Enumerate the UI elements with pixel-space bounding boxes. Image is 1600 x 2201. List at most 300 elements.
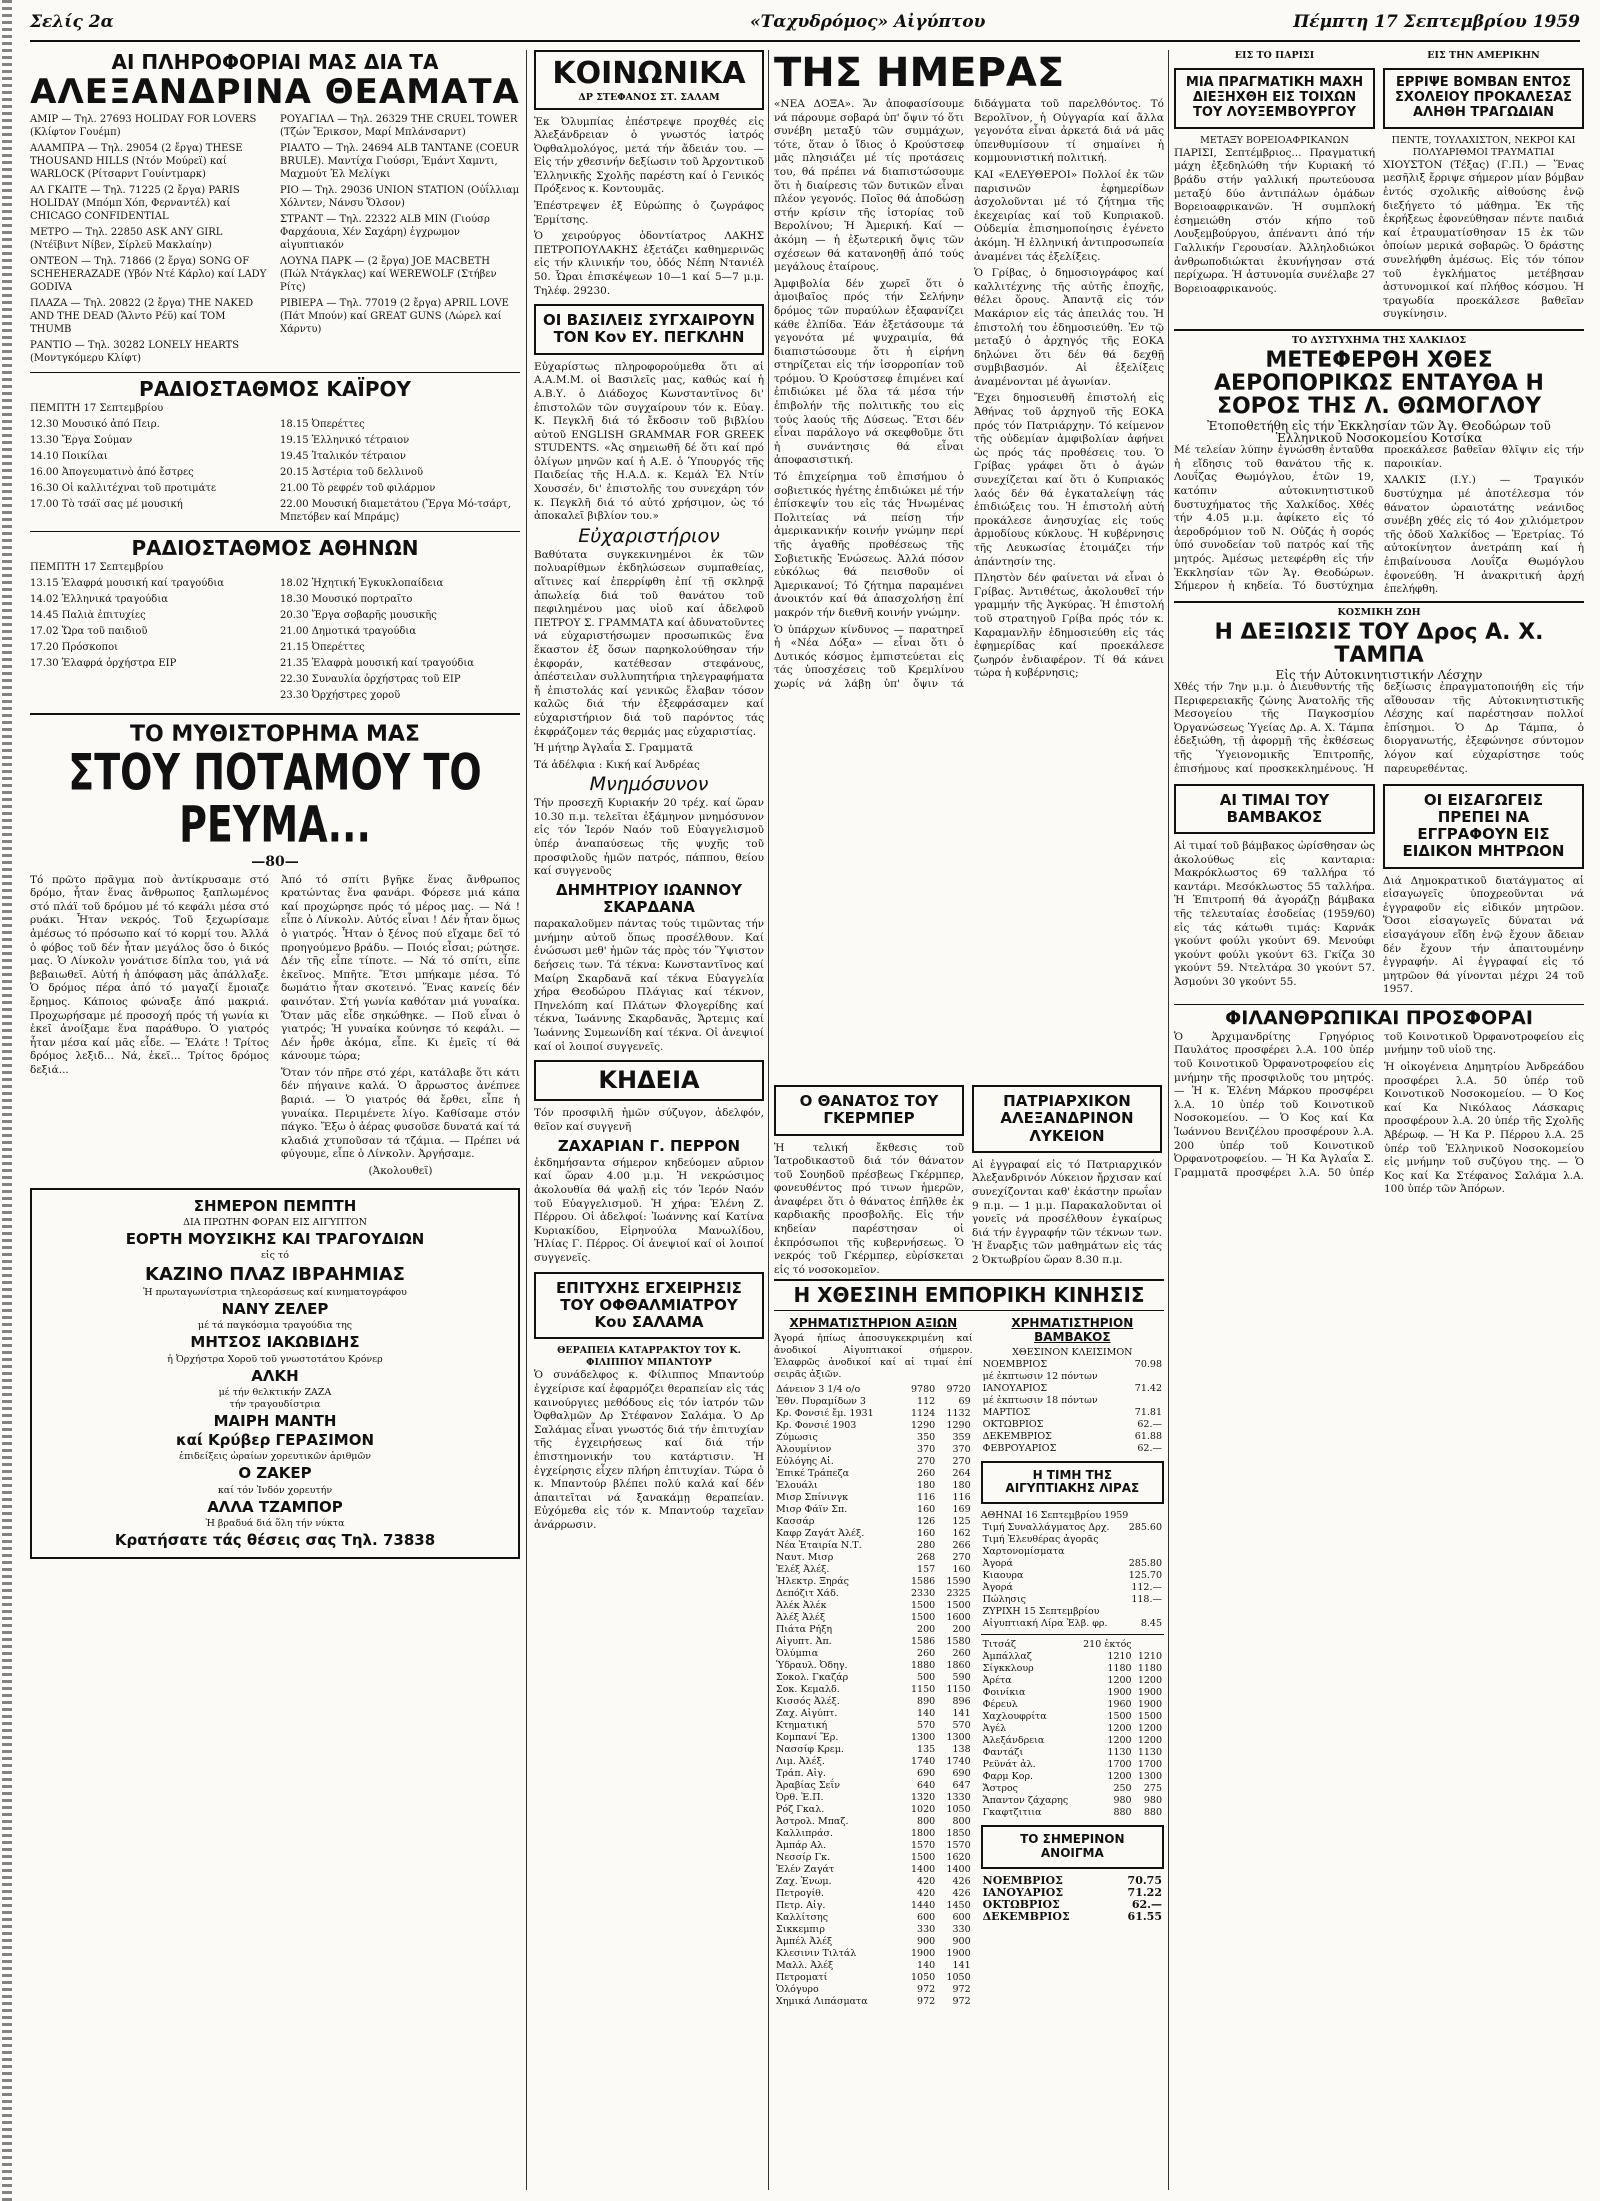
column-4 xyxy=(1174,50,1584,2190)
radio-program: 17.00 Τὸ τσάϊ σας μέ μουσική xyxy=(30,498,183,510)
row-value: 260 xyxy=(917,1467,936,1479)
row-value: 1200 xyxy=(1137,1675,1162,1687)
row-value: 800 xyxy=(917,1815,936,1827)
cinemas-heading-1: ΑΙ ΠΛΗΡΟΦΟΡΙΑΙ ΜΑΣ ΔΙΑ ΤΑ xyxy=(111,50,439,74)
row-label: Κομπανί Ἔρ. xyxy=(776,1731,839,1743)
market-row xyxy=(981,1675,1164,1687)
row-value: 71.81 xyxy=(1134,1406,1162,1418)
row-value: 570 xyxy=(917,1719,936,1731)
row-value: 62.— xyxy=(1131,1897,1162,1911)
stock-row xyxy=(774,1516,973,1528)
row-value: 9780 xyxy=(911,1383,936,1395)
row-value: 157 xyxy=(917,1563,936,1575)
row-label: Ζαχ. Ἑνωμ. xyxy=(776,1875,832,1887)
stock-row xyxy=(774,1432,973,1444)
row-value: 1124 xyxy=(911,1407,936,1419)
radio-cairo-title: ΡΑΔΙΟΣΤΑΘΜΟΣ ΚΑΪΡΟΥ xyxy=(139,376,411,401)
article-paragraph: ΧΙΟΥΣΤΟΝ (Τέξας) (Γ.Π.) — Ἕνας μεσῆλιξ ἔρριψε σήμερον μίαν βόμβαν ἐντός σχολικῆς αἰθούσης ἐνῷ διεξήγετο τό μάθημα. Ἐκ τῆς ἐκρήξεως ἐφονεύθησαν πέντε παιδιά καί ἐτραυματίσθησαν 15 ἐκ τῶν ὁποίων μερικά σοβαρῶς. Ὁ δράστης συνελήφθη ἀμέσως. Εἰς τόν τόπον τοῦ ἐγκλήματος μετέβησαν ἀστυνομικοί καί πλήθος κόσμου. Ἡ τραγωδία προεκάλεσε βαθεῖαν συγκίνησιν. xyxy=(1383,158,1584,321)
ad-line: Ο ΖΑΚΕΡ xyxy=(238,1464,312,1483)
row-value: 1200 xyxy=(1137,1735,1162,1747)
row-label: Φέρευλ xyxy=(982,1699,1018,1711)
radio-cairo-schedule xyxy=(30,418,520,527)
ad-line: ΑΛΛΑ ΤΖΑΜΠΟΡ xyxy=(207,1497,343,1516)
stock-row xyxy=(774,1648,973,1660)
commerce-section xyxy=(774,1275,1164,2185)
row-label: Πετροματί xyxy=(776,1971,828,1983)
market-row xyxy=(981,1663,1164,1675)
row-value: 647 xyxy=(952,1779,971,1791)
row-value: 896 xyxy=(952,1695,971,1707)
opening-row xyxy=(981,1899,1164,1911)
row-value: 420 xyxy=(917,1887,936,1899)
stock-row xyxy=(774,1660,973,1672)
ad-line: ΔΙΑ ΠΡΩΤΗΝ ΦΟΡΑΝ ΕΙΣ ΑΙΓΥΠΤΟΝ xyxy=(183,1216,367,1228)
row-value: 260 xyxy=(952,1647,971,1659)
issue-date: Πέμπτη 17 Σεπτεμβρίου 1959 xyxy=(1293,12,1580,32)
row-value: 350 xyxy=(917,1431,936,1443)
cotton-table xyxy=(981,1359,1164,1455)
article-headline: ΑΙ ΤΙΜΑΙ ΤΟΥ ΒΑΜΒΑΚΟΣ xyxy=(1219,790,1330,826)
row-value: 1586 xyxy=(911,1635,936,1647)
memorial-paragraph: Τήν προσεχῆ Κυριακήν 20 τρέχ. καί ὥραν 10.30 π.μ. τελεῖται ἐξάμηνον μνημόσυνον εἰς τόν Ἱερόν Ναόν τοῦ Εὐαγγελισμοῦ ὑπέρ ἀναπαύσεως τῆς ψυχῆς τοῦ προσφιλοῦς ἡμῶν πατρός, πάππου, θείου καί συγγενοῦς xyxy=(534,797,764,878)
radio-program: 22.30 Συναυλία ὀρχήστρας τοῦ ΕΙΡ xyxy=(280,673,461,685)
column-1 xyxy=(30,50,520,2190)
row-label: Κρ. Φονσιέ 1903 xyxy=(776,1419,857,1431)
comment-paragraph: Ἀμφιβολία δέν χωρεῖ ὅτι ὁ ἀμοιβαῖος πρός τήν Σελήνην δρόμος τῶν πυραύλων ἐξαφανίζει κάθε ἐλπίδα. Ἐάν ἐξετάσουμε τά γεγονότα μέ ψυχραιμία, θά διαπιστώσουμε ὅτι ἡ εἰρήνη στηρίζεται εἰς τήν ἰσορροπίαν τοῦ τρόμου. Ὁ Κρούστσεφ ἐπιμένει καί ἐπιδιώκει μέ ὅλα τά μέσα τήν ἐπιβολήν τῆς πολιτικῆς του εἰς τούς λαούς τῆς Δύσεως. Ἔτσι δέν εἶναι παράλογο νά σκεφθοῦμε ὅτι ἡ συνάντησις θά εἶναι ἀποφασιστική. xyxy=(774,277,964,467)
row-label: Πώλησις xyxy=(982,1594,1026,1606)
row-label: Ἀλέξ Ἀλέξ xyxy=(776,1611,826,1623)
stock-row xyxy=(774,1456,973,1468)
stock-row xyxy=(774,1408,973,1420)
row-value: 61.88 xyxy=(1134,1430,1162,1442)
radio-athens-schedule xyxy=(30,577,520,705)
radio-program: 22.00 Μουσική διαμετάτου (Ἔργα Μό-τσάρτ, Μπετόβεν καί Μπράμς) xyxy=(280,498,511,523)
casino-advertisement xyxy=(30,1188,520,1560)
cotton-exchange-sub: ΧΘΕΣΙΝΟΝ ΚΛΕΙΣΙΜΟΝ xyxy=(1012,1346,1133,1358)
stock-row xyxy=(774,1504,973,1516)
radio-program: 14.10 Ποικίλαι xyxy=(30,450,108,462)
row-label: Νέα Ἐταιρία Ν.Τ. xyxy=(776,1539,862,1551)
row-value: 1400 xyxy=(911,1863,936,1875)
cotton-row xyxy=(981,1395,1164,1407)
row-value: 1200 xyxy=(1137,1723,1162,1735)
stock-row xyxy=(774,1792,973,1804)
row-value: 210 ἐκτός xyxy=(1083,1639,1132,1651)
comment-paragraph: Τό ἐπιχείρημα τοῦ ἐπισήμου ὁ σοβιετικός ἡγέτης ἐπιδιώκει μέ τήν ἐπίσκεψίν του εἰς τάς Ἡνωμένας Πολιτείας νά πείσῃ τήν ἀμερικανικήν κοινήν γνώμην περί τῆς ἀγαθῆς προθέσεως τῆς Σοβιετικῆς Ἑνώσεως. Ἀλλά πόσον εὐκόλως θά πεισθοῦν οἱ Ἀμερικανοί; Τό ζήτημα παραμένει ἀνοικτόν καί θά ἀπασχολήσῃ ἐπί μακρόν τήν διεθνῆ κοινήν γνώμην. xyxy=(774,471,964,619)
row-value: 70.75 xyxy=(1127,1873,1162,1887)
row-label: Καλλίτσης xyxy=(776,1911,829,1923)
stock-row xyxy=(774,1972,973,1984)
radio-cairo-day: ΠΕΜΠΤΗ 17 Σεπτεμβρίου xyxy=(30,402,164,414)
stock-row xyxy=(774,1756,973,1768)
row-value: 1440 xyxy=(911,1899,936,1911)
section-label: ΚΟΣΜΙΚΗ ΖΩΗ xyxy=(1337,606,1421,618)
cinema-listing: ΑΛΑΜΠΡΑ — Τηλ. 29054 (2 ἔργα) THESE THOUSAND HILLS (Ντόν Μούρεϊ) καί WARLOCK (Ρίτσαρντ Γουίντμαρκ) xyxy=(30,142,243,180)
market-row xyxy=(981,1771,1164,1783)
row-label: Ἐθν. Πυραμίδων 3 xyxy=(776,1395,866,1407)
row-value: 500 xyxy=(917,1671,936,1683)
row-value: 280 xyxy=(917,1539,936,1551)
row-label: Ἀστρολ. Μπαζ. xyxy=(776,1815,849,1827)
stock-row xyxy=(774,1672,973,1684)
row-value: 160 xyxy=(917,1503,936,1515)
row-value: 1700 xyxy=(1107,1759,1132,1771)
radio-athens-day: ΠΕΜΠΤΗ 17 Σεπτεμβρίου xyxy=(30,561,164,573)
row-value: 370 xyxy=(952,1443,971,1455)
row-value: 972 xyxy=(952,1995,971,2007)
row-value: 125 xyxy=(952,1515,971,1527)
germer-article xyxy=(774,1085,964,1276)
article-paragraph: Διά Δημοκρατικοῦ διατάγματος αἱ εἰσαγωγεῖς ὑποχρεοῦνται νά ἐγγραφοῦν εἰς εἰδικόν μητρῶον. Ὅσοι εἰσαγωγεῖς δύναται νά εἰσαγάγουν εἴδη ἐνῷ ἔχουν ἄδειαν δέν ἔχουν τήν ἀπαιτουμένην ἐγγραφήν. Αἱ ἐγγραφαί εἰς τό μητρῶον θά γίνονται μέχρι 24 τοῦ 1957. xyxy=(1383,874,1584,996)
cinemas-heading-2: ΑΛΕΞΑΝΔΡΙΝΑ ΘΕΑΜΑΤΑ xyxy=(30,72,520,112)
row-label: ΝΟΕΜΒΡΙΟΣ xyxy=(982,1358,1048,1370)
stock-row xyxy=(774,1888,973,1900)
row-value: 1200 xyxy=(1107,1771,1132,1783)
row-label: Φαρμ Κορ. xyxy=(982,1771,1034,1783)
opening-table xyxy=(981,1875,1164,1923)
row-value: 62.— xyxy=(1137,1418,1162,1430)
row-label: Ἀγέλ xyxy=(982,1723,1007,1735)
ad-line: καί τόν Ἰνδόν χορευτήν xyxy=(217,1484,333,1496)
comment-paragraph: Ὁ Γρίβας, ὁ δημοσιογράφος καί καλλιτέχνης τῆς αὐτῆς ἐποχῆς, θέλει ὅρους. Ἀπαντᾷ εἰς τόν Μακάριον εἰς τάς ἀπειλάς του. Ἡ ἐπιστολή του ἐδημοσιεύθη. Ἐν τῷ μεταξύ ὁ ἀρχηγός τῆς ΕΟΚΑ δηλώνει ὅτι δέν θά δεχθῇ συμβιβασμόν. Αἱ ἐξελίξεις ἀναμένονται μέ ἀγωνίαν. xyxy=(974,267,1164,388)
stock-row xyxy=(774,1552,973,1564)
todays-comment-title: ΤΗΣ ΗΜΕΡΑΣ xyxy=(774,50,1065,96)
stock-row xyxy=(774,1744,973,1756)
row-value: 690 xyxy=(952,1767,971,1779)
memorial-paragraph: παρακαλοῦμεν πάντας τούς τιμῶντας τήν μνήμην αὐτοῦ ὅπως προσέλθουν. Καί ἐνώσωσι μεθ' ἡμῶν τάς πρὸς τόν Ὕψιστον δεήσεις των. Τά τέκνα: Κωνσταντῖνος καί Μαίρη Σκαρδανᾶ καί τέκνα Εὐαγγελία χήρα Θεοδώρου Πλάγιας καί τέκνον, Πηνελόπη καί Πλάτων Φλογερίδης καί τέκνα, Ἰωάννης Σκαρδανᾶς, Ἄρτεμις καί Ἰωάννης Συμεωνίδη καί τέκνα. Οἱ ἀνεψιοί καί οἱ λοιποί συγγενεῖς. xyxy=(534,918,764,1053)
row-value: 112.— xyxy=(1131,1582,1162,1594)
article-headline: ΜΙΑ ΠΡΑΓΜΑΤΙΚΗ ΜΑΧΗ ΔΙΕΞΗΧΘΗ ΕΙΣ ΤΟΙΧΩΝ ΤΟΥ ΛΟΥΞΕΜΒΟΥΡΓΟΥ xyxy=(1185,75,1364,120)
social-paragraph: Ὁ χειρούργος ὀδοντίατρος ΛΑΚΗΣ ΠΕΤΡΟΠΟΥΛΑΚΗΣ ἐξετάζει καθημερινῶς εἰς τήν κλινικήν του, ὁδός Νέπη Ντανιέλ 50. Ὧραι ἐπισκέψεων 10—1 καί 5—7 μ.μ. Τηλέφ. 29230. xyxy=(534,230,764,297)
radio-program: 21.00 Τὸ ρεφρέν τοῦ φιλάρμον xyxy=(280,482,436,494)
radio-program: 23.30 Ὀρχήστρες χοροῦ xyxy=(280,689,401,701)
row-label: ΝΟΕΜΒΡΙΟΣ xyxy=(982,1873,1063,1887)
row-value: 1600 xyxy=(946,1611,971,1623)
radio-program: 17.30 Ἐλαφρά ὀρχήστρα ΕΙΡ xyxy=(30,657,177,669)
article-paragraph: ΧΑΛΚΙΣ (Ι.Υ.) — Τραγικόν δυστύχημα μέ ἀποτέλεσμα τόν θάνατον ὡραιοτάτης νεάνιδος συνέβη χθές εἰς τό 4ον χιλιόμετρον τῆς ὁδοῦ Χαλκίδος — Ἐρετρίας. Τό αὐτοκίνητον ἀνετράπη καί ἡ ἐπιβαίνουσα Λουΐζα Θωμόγλου ἐφονεύθη. Ἡ ἀνακριτική ἀρχή ἐπελήφθη. xyxy=(1384,474,1584,596)
stock-row xyxy=(774,1900,973,1912)
cotton-exchange-title: ΧΡΗΜΑΤΙΣΤΗΡΙΟΝ ΒΑΜΒΑΚΟΣ xyxy=(1011,1316,1134,1344)
comment-paragraph: «ΝΕΑ ΔΟΞΑ». Ἄν ἀποφασίσουμε νά πάρουμε σοβαρά ὑπ' ὄψιν τό ὅτι συνέβη μεταξύ τῶν συμμάχων, τότε, ὅταν ὁ ἴδιος ὁ Κρούστσεφ μᾶς πλησιάζει μέ τίς προτάσεις του, θά πρέπει νά διαπιστώσουμε ὅτι ἡ διαίρεσις τῶν δυτικῶν εἶναι πλέον γεγονός. Ποῖος θά ἀποδώσῃ στήν κρίσιν τῆς ἱστορίας τοῦ Βερολίνου; Ἡ Ἀμερική. Καί — ἀκόμη — ἡ ἐξωτερική ὄψις τῶν σχέσεων θά κατανοηθῇ ἀπό τούς μεγάλους ἐταίρους. xyxy=(774,98,964,274)
novel-paragraph: Ἀπό τό σπίτι βγῆκε ἕνας ἄνθρωπος κρατώντας ἕνα φανάρι. Φόρεσε μιά κάπα καί προχώρησε πρός τό μέρος μας. — Νά ! εἶπε ὁ Λίνκολν. Αὐτός εἶναι ! Δέν ἦταν ὅμως ὁ γιατρός. Ἦταν ὁ ξένος πού εἴχαμε δεῖ τό προηγούμενο βράδυ. — Ποιός εἶσαι; ρώτησε. Δέν τῆς εἶπε τίποτε. — Νά τό σπίτι, εἶπε ἐκεῖνος. Μπῆτε. Ἔτσι μπήκαμε μέσα. Τό δωμάτιο ἦταν σκοτεινό. Ἕνας κανείς δέν φαινόταν. Στή γωνία καθόταν μιά γυναίκα. Ὅταν μᾶς εἶδε σηκώθηκε. — Ποῦ εἶναι ὁ γιατρός; Ἡ γυναίκα κούνησε τό κεφάλι. — Δέν ἦρθε ἀκόμα, εἶπε. Κι ἐμεῖς τί θά κάνουμε τώρα; xyxy=(281,873,520,1063)
row-value: 112 xyxy=(917,1395,936,1407)
article-headline: ΠΑΤΡΙΑΡΧΙΚΟΝ ΑΛΕΞΑΝΔΡΙΝΟΝ ΛΥΚΕΙΟΝ xyxy=(1000,1092,1134,1145)
row-value: 141 xyxy=(952,1707,971,1719)
market-row xyxy=(981,1795,1164,1807)
row-label: Φοινίκια xyxy=(982,1687,1026,1699)
row-value: 69 xyxy=(958,1395,971,1407)
pound-row xyxy=(981,1534,1164,1546)
stock-row xyxy=(774,1528,973,1540)
row-value: 8.45 xyxy=(1140,1618,1162,1630)
radio-program: 12.30 Μουσικό ἀπό Πειρ. xyxy=(30,418,160,430)
cotton-row xyxy=(981,1359,1164,1371)
row-label: μέ ἐκπτωσιν 18 πόντων xyxy=(982,1394,1098,1406)
row-value: 61.55 xyxy=(1127,1909,1162,1923)
row-label: Ἐπικέ Τράπεζα xyxy=(776,1467,850,1479)
ad-line: ΜΗΤΣΟΣ ΙΑΚΩΒΙΔΗΣ xyxy=(190,1333,360,1352)
row-value xyxy=(1126,1395,1164,1407)
ad-line: καί Κρύβερ ΓΕΡΑΣΙΜΟΝ xyxy=(175,1431,375,1450)
row-value: 1300 xyxy=(911,1731,936,1743)
memorial-heading: Μνημόσυνον xyxy=(589,773,709,796)
row-value: 1330 xyxy=(946,1791,971,1803)
row-value: 1180 xyxy=(1107,1663,1132,1675)
row-label: ΟΚΤΩΒΡΙΟΣ xyxy=(982,1418,1044,1430)
novel-continued: (Ἀκολουθεῖ) xyxy=(368,1165,433,1178)
row-value: 1570 xyxy=(946,1839,971,1851)
novel-paragraph: Ὅταν τόν πῆρε στό χέρι, κατάλαβε ὅτι κάτι δέν πήγαινε καλά. Ὁ ἄρρωστος ἀνέπνεε βαριά. — Ὁ γιατρός θά ἔρθει, εἶπε ἡ γυναίκα. Περιμένετε λίγο. Καθίσαμε στόν πάγκο. Ἔξω ὁ ἀέρας φυσοῦσε δυνατά καί τά κλαδιά χτυποῦσαν τά τζάμια. — Πρέπει νά φύγουμε, εἶπε ὁ Λίνκολν. Ἀργήσαμε. xyxy=(281,1066,520,1161)
row-value: 1210 xyxy=(1107,1651,1132,1663)
radio-program: 18.30 Μουσικό πορτραῖτο xyxy=(280,593,413,605)
article-paragraph: ΠΑΡΙΣΙ, Σεπτέμβριος... Πραγματική μάχη ἐξεδηλώθη τήν Κυριακή τό βράδυ στήν γαλλική πρωτεύουσα μεταξύ δύο ἀντιπάλων ὁμάδων Βορειοαφρικανῶν. Ἡ συμπλοκή ἐσημειώθη στόν κήπο τοῦ Λουξεμβούργου, ἀπέναντι ἀπό τήν Γαλλικήν Γερουσίαν. Ἀλληλοδιώκοι ἀνθρωποδιώκται ἐκυνήγησαν στά περίχωρα. Ἡ ἀστυνομία συνέλαβε 27 Βορειοαφρικανούς. xyxy=(1174,146,1375,295)
ad-venue: ΚΑΖΙΝΟ ΠΛΑΖ ΙΒΡΑΗΜΙΑΣ xyxy=(145,1264,405,1286)
lyceum-notice xyxy=(972,1085,1162,1265)
row-value: 1880 xyxy=(911,1659,936,1671)
market-table xyxy=(981,1639,1164,1819)
row-value: 2330 xyxy=(911,1587,936,1599)
comment-paragraph: ΚΑΙ «ΕΛΕΥΘΕΡΟΙ» Πολλοί ἐκ τῶν παρισινῶν ἐφημερίδων ἀσχολοῦνται μέ τό ζήτημα τῆς ἐκεχειρίας καί τοῦ Κυπριακοῦ. Οὐδεμία ἐπισημοποίησις ἐγένετο ἀκόμη. Ἡ ἐλληνική ἀντιπροσωπεία ἀναμένει τάς ἐξελίξεις. xyxy=(974,168,1164,263)
article-subheadline: Ἐτοποθετήθη εἰς τήν Ἐκκλησίαν τῶν Ἁγ. Θεοδώρων τοῦ Ἑλληνικοῦ Νοσοκομείου Κοτσίκα xyxy=(1207,419,1551,446)
ad-line: ἡ Ὀρχήστρα Χοροῦ τοῦ γνωστοτάτου Κρόνερ xyxy=(167,1353,383,1365)
row-value: 116 xyxy=(917,1491,936,1503)
column-2 xyxy=(534,50,764,2190)
row-value xyxy=(1123,1546,1164,1558)
row-label: Κιαουρα xyxy=(982,1570,1024,1582)
row-value: 1130 xyxy=(1137,1747,1162,1759)
row-value: 426 xyxy=(952,1875,971,1887)
row-label: Πετρ. Αἰγ. xyxy=(776,1899,826,1911)
stock-row xyxy=(774,1852,973,1864)
row-label: ΜΑΡΤΙΟΣ xyxy=(982,1406,1031,1418)
row-label: Ἄστρος xyxy=(982,1783,1018,1795)
row-label: Μαλλ. Ἀλέξ xyxy=(776,1959,834,1971)
row-value: 1290 xyxy=(946,1419,971,1431)
radio-athens-title: ΡΑΔΙΟΣΤΑΘΜΟΣ ΑΘΗΝΩΝ xyxy=(131,535,419,560)
cinema-listing: ΑΛ ΓΚΑΙΤΕ — Τηλ. 71225 (2 ἔργα) PARIS HOLIDAY (Μπόμπ Χόπ, Φερναντέλ) καί CHICAGO CONFIDENTIAL xyxy=(30,184,240,222)
ad-line: ΑΛΚΗ xyxy=(251,1366,299,1385)
section-label: ΕΙΣ ΤΗΝ ΑΜΕΡΙΚΗΝ xyxy=(1427,50,1540,61)
thanks-paragraph: Βαθύτατα συγκεκινημένοι ἐκ τῶν πολυαρίθμων ἐκδηλώσεων συμπαθείας, αἵτινες καί ἐπερρίφθη ἐπί τῇ σκληρᾷ ἀπωλείᾳ διά τοῦ θανάτου τοῦ πεφιλημένου μας υἱοῦ καί ἀδελφοῦ ΠΕΤΡΟΥ Σ. ΓΡΑΜΜΑΤΑ καί ἀδυνατοῦντες νά εὐχαριστήσωμεν προσωπικῶς ἕνα ἕκαστον ἐξ ὅσων παρηκολούθησαν τήν ἐκφοράν, κατέθεσαν στεφάνους, ἀπέστειλαν συλλυπητήρια τηλεγραφήματα ἤ ἐπιστολάς καί γενικῶς ἔλαβαν τόσον καλῶς διά τήν ἐξεφράσαμεν καί εὐχαριστήριον διά τοῦ παρόντος τάς ἐκφράζομεν τάς θερμάς μας εὐχαριστίας. xyxy=(534,548,764,738)
row-label: Καλλιπράσ. xyxy=(776,1827,834,1839)
ad-line: μέ τά παγκόσμια τραγούδια της xyxy=(197,1320,353,1332)
pound-row xyxy=(981,1522,1164,1534)
pound-table xyxy=(981,1522,1164,1630)
stock-row xyxy=(774,1768,973,1780)
row-value: 890 xyxy=(917,1695,936,1707)
row-value: 1200 xyxy=(1107,1675,1132,1687)
opening-title: ΤΟ ΣΗΜΕΡΙΝΟΝ ΑΝΟΙΓΜΑ xyxy=(1020,1832,1125,1860)
row-value: 972 xyxy=(917,1983,936,1995)
pound-date: ΑΘΗΝΑΙ 16 Σεπτεμβρίου 1959 xyxy=(980,1510,1129,1522)
row-value: 1290 xyxy=(911,1419,936,1431)
social-news-title: ΚΟΙΝΩΝΙΚΑ xyxy=(552,56,746,91)
cinema-listings xyxy=(30,113,520,368)
row-value: 71.42 xyxy=(1134,1382,1162,1394)
row-value: 1200 xyxy=(1107,1723,1132,1735)
market-row xyxy=(981,1747,1164,1759)
row-value: 880 xyxy=(1113,1807,1132,1819)
row-value: 70.98 xyxy=(1134,1358,1162,1370)
novel-kicker: ΤΟ ΜΥΘΙΣΤΟΡΗΜΑ ΜΑΣ xyxy=(130,721,420,747)
stock-row xyxy=(774,1396,973,1408)
market-row xyxy=(981,1639,1164,1651)
row-value: 1020 xyxy=(911,1803,936,1815)
row-label: Ὀλύμπια xyxy=(776,1647,819,1659)
row-value: 1700 xyxy=(1137,1759,1162,1771)
row-value xyxy=(1123,1606,1164,1618)
row-label: Ζύμωσις xyxy=(776,1431,818,1443)
row-value: 1050 xyxy=(911,1971,936,1983)
article-paragraph: Ὁ συνάδελφος κ. Φίλιππος Μπαντούρ ἐγχείρισε καί ἐφαρμόζει θεραπείαν εἰς τάς καινούργιες μεθόδους εἰς τόν ἰατρόν τῶν Ὀφθαλμῶν Δρ Στέφανον Σαλάμα. Ὁ Δρ Σαλάμας εἶναι γνωστός διά τήν ἐπιτυχίαν τῆς ἐγχειρήσεως καί διά τήν ἐπιστημονικήν του κατάρτισιν. Ἡ ἐγχείρησις εἶχεν πλήρη ἐπιτυχίαν. Τώρα ὁ κ. Μπαντούρ βλέπει πολύ καλά καί δέν ἀπαιτεῖται νά ξανακάμῃ θεραπείαν. Εὐχόμεθα εἰς τόν κ. Μπαντούρ ταχεῖαν ἀνάρρωσιν. xyxy=(534,1369,764,1531)
row-value: 140 xyxy=(917,1959,936,1971)
cinema-listing: ΡΙΒΙΕΡΑ — Τηλ. 77019 (2 ἔργα) APRIL LOVE (Πάτ Μπούν) καί GREAT GUNS (Λώρελ καί Χάρντυ) xyxy=(280,297,509,335)
row-value: 1620 xyxy=(946,1851,971,1863)
pound-row xyxy=(981,1606,1164,1618)
novel-body xyxy=(30,874,520,1182)
row-value: 160 xyxy=(952,1563,971,1575)
row-label: Τράπ. Αἰγ. xyxy=(776,1767,826,1779)
row-value: 640 xyxy=(917,1779,936,1791)
row-value: 1050 xyxy=(946,1803,971,1815)
row-label: ΖΥΡΙΧΗ 15 Σεπτεμβρίου xyxy=(982,1606,1100,1618)
row-value: 268 xyxy=(917,1551,936,1563)
row-value: 250 xyxy=(1113,1783,1132,1795)
stock-row xyxy=(774,1864,973,1876)
pound-row xyxy=(981,1582,1164,1594)
row-label: Ὑδραυλ. Ὀδηγ. xyxy=(776,1659,848,1671)
signature: Ἡ μήτηρ Ἀγλαΐα Σ. Γραμματᾶ xyxy=(534,742,693,755)
row-label: Ρεϋνάτ ἀλ. xyxy=(982,1759,1036,1771)
row-value: 264 xyxy=(952,1467,971,1479)
stock-row xyxy=(774,1696,973,1708)
row-value: 1590 xyxy=(946,1575,971,1587)
row-label: Ἀμπάλλαζ xyxy=(982,1651,1032,1663)
row-value: 690 xyxy=(917,1767,936,1779)
row-label: ΙΑΝΟΥΑΡΙΟΣ xyxy=(982,1382,1048,1394)
row-value: 135 xyxy=(917,1743,936,1755)
row-value: 285.60 xyxy=(1128,1522,1162,1534)
row-value: 125.70 xyxy=(1128,1570,1162,1582)
row-label: Ἐλέν Ζαγάτ xyxy=(776,1863,835,1875)
row-value: 972 xyxy=(917,1995,936,2007)
opening-row xyxy=(981,1911,1164,1923)
stock-row xyxy=(774,1480,973,1492)
row-value: 1900 xyxy=(1137,1699,1162,1711)
row-value: 1570 xyxy=(911,1839,936,1851)
pound-row xyxy=(981,1618,1164,1630)
novel-paragraph: Τό πρῶτο πρᾶγμα ποὺ ἀντίκρυσαμε στό δρόμο, ἦταν ἕνας ἄνθρωπος ξαπλωμένος στό πλάϊ τοῦ δρόμου μέ τό κεφάλι μέσα στό ρυάκι. Ἦταν νεκρός. Τοῦ ξεχωρίσαμε ἀμέσως τό πρόσωπο καί τό κορμί του. Ἀλλά ὁ φόβος τοῦ δέν ἦταν μεγάλος ὅσο ὁ δικός μας. Ὁ Λίνκολν γονάτισε δίπλα του, γιά νά βεβαιωθεῖ. Αὐτή ἡ ἀπόφαση μᾶς ἀπάλλαξε. Ὁ δρόμος πέρα ἀπό τό μαγαζί ἔμοιαζε ἔρημος. Κάποιος φώναξε ἀπό μακριά. Προχωρήσαμε μέ προσοχή πρός τή γωνία κι ἐκεῖ ἀνοίξαμε ἕνα παράθυρο. Ὁ γιατρός ἦταν μέσα καί μᾶς εἶδε. — Ἐλάτε ! Τρίτος δρόμος λεξιδ... Νά, ἐκεῖ... Τρίτος δρόμος δεξιά... xyxy=(30,873,269,1076)
radio-program: 20.15 Ἀστέρια τοῦ δελλινοῦ xyxy=(280,466,424,478)
article-headline: ΜΕΤΕΦΕΡΘΗ ΧΘΕΣ ΑΕΡΟΠΟΡΙΚΩΣ ΕΝΤΑΥΘΑ Η ΣΟΡΟΣ ΤΗΣ Λ. ΘΩΜΟΓΛΟΥ xyxy=(1214,347,1544,420)
cinema-listing: ΜΕΤΡΟ — Τηλ. 22850 ASK ANY GIRL (Ντέϊβιντ Νίβεν, Σίρλεϋ Μακλαίην) xyxy=(30,226,223,251)
stock-row xyxy=(774,1828,973,1840)
row-value: 900 xyxy=(917,1935,936,1947)
radio-program: 17.02 Ὥρα τοῦ παιδιοῦ xyxy=(30,625,148,637)
ad-line: ΕΟΡΤΗ ΜΟΥΣΙΚΗΣ ΚΑΙ ΤΡΑΓΟΥΔΙΩΝ xyxy=(125,1229,425,1248)
row-value: 270 xyxy=(952,1551,971,1563)
row-value: 126 xyxy=(917,1515,936,1527)
radio-program: 18.15 Ὀπερέττες xyxy=(280,418,365,430)
stocks-title: ΧΡΗΜΑΤΙΣΤΗΡΙΟΝ ΑΞΙΩΝ xyxy=(789,1316,958,1330)
row-value: 266 xyxy=(952,1539,971,1551)
row-value: 1300 xyxy=(1137,1771,1162,1783)
article-headline: Η ΔΕΞΙΩΣΙΣ ΤΟΥ Δρος Α. Χ. ΤΑΜΠΑ xyxy=(1214,619,1544,668)
row-value: 330 xyxy=(952,1923,971,1935)
row-value: 200 xyxy=(917,1623,936,1635)
row-value: 590 xyxy=(952,1671,971,1683)
row-label: Ὀρθ. Ἐ.Π. xyxy=(776,1791,824,1803)
row-value: 1400 xyxy=(946,1863,971,1875)
row-label: Νεσσίρ Γκ. xyxy=(776,1851,831,1863)
row-label: Ἀρέτα xyxy=(982,1675,1012,1687)
row-value: 1740 xyxy=(946,1755,971,1767)
row-label: Εὐλόγης Αἰ. xyxy=(776,1455,834,1467)
row-value: 285.80 xyxy=(1128,1558,1162,1570)
row-value: 180 xyxy=(917,1479,936,1491)
stock-row xyxy=(774,1948,973,1960)
ad-line: μέ τήν θελκτικήν ΖΑΖΑ xyxy=(218,1386,332,1398)
row-label: Ζαχ. Αἰγύπτ. xyxy=(776,1707,838,1719)
row-value: 1500 xyxy=(911,1611,936,1623)
row-label: Ἠλεκτρ. Ξηράς xyxy=(776,1575,849,1587)
row-value: 1300 xyxy=(946,1731,971,1743)
paper-name: «Ταχυδρόμος» Αἰγύπτου xyxy=(750,12,986,32)
cotton-row xyxy=(981,1419,1164,1431)
stock-row xyxy=(774,1996,973,2008)
radio-program: 20.30 Ἔργα σοβαρῆς μουσικῆς xyxy=(280,609,437,621)
row-value: 972 xyxy=(952,1983,971,1995)
row-value: 880 xyxy=(1143,1807,1162,1819)
stock-row xyxy=(774,1468,973,1480)
row-value: 1960 xyxy=(1107,1699,1132,1711)
market-row xyxy=(981,1807,1164,1819)
stock-row xyxy=(774,1420,973,1432)
row-value: 1200 xyxy=(1107,1735,1132,1747)
row-value: 1180 xyxy=(1137,1663,1162,1675)
row-label: Ἀμπάρ Αλ. xyxy=(776,1839,827,1851)
pound-title: Η ΤΙΜΗ ΤΗΣ ΑΙΓΥΠΤΙΑΚΗΣ ΛΙΡΑΣ xyxy=(1005,1467,1140,1496)
row-value: 1900 xyxy=(946,1947,971,1959)
article-paragraph: Αἱ τιμαί τοῦ βάμβακος ὡρίσθησαν ὡς ἀκολούθως εἰς κανταρια: Μακρόκλωστος 69 ταλλήρα τό καντάρι. Μεσόκλωστος 55 ταλλήρα. Ἡ Ἐπιτροπή θά ἀγοράζῃ βάμβακα τῆς τελευταίας ἐσοδείας (1959/60) εἰς τάς κάτωθι τιμάς: Καρνάκ γκούντ φούλι γκούντ 69. Μενούφι γκούντ φούλι γκούντ 63. Γκίζα 30 γκούντ 59. Ντελτάρα 30 γκούντ 57. Ἀσμούνι 30 γκούντ 55. xyxy=(1174,840,1375,989)
pound-row xyxy=(981,1570,1164,1582)
row-value: 600 xyxy=(917,1911,936,1923)
stock-row xyxy=(774,1384,973,1396)
row-label: Λιμ. Ἀλέξ. xyxy=(776,1755,825,1767)
funeral-paragraph: Τόν προσφιλῆ ἡμῶν σύζυγον, ἀδελφόν, θεῖον καί συγγενῆ xyxy=(534,1107,764,1133)
radio-program: 17.20 Πρόσκοποι xyxy=(30,641,119,653)
row-value: 600 xyxy=(952,1911,971,1923)
row-value: 9720 xyxy=(946,1383,971,1395)
row-label: Δεπόζιτ Χάδ. xyxy=(776,1587,839,1599)
novel-number: —80— xyxy=(251,853,299,870)
market-row xyxy=(981,1759,1164,1771)
radio-program: 16.30 Οἱ καλλιτέχναι τοῦ προτιμάτε xyxy=(30,482,217,494)
row-value: 260 xyxy=(917,1647,936,1659)
stock-row xyxy=(774,1984,973,1996)
cotton-row xyxy=(981,1383,1164,1395)
row-value: 1210 xyxy=(1137,1651,1162,1663)
row-value: 1050 xyxy=(946,1971,971,1983)
row-value: 980 xyxy=(1143,1795,1162,1807)
row-label: Πετρογίθ. xyxy=(776,1887,824,1899)
ad-line: τήν τραγουδίστρια xyxy=(229,1398,321,1410)
ad-line: Ἡ πρωταγωνίστρια τηλεοράσεως καί κινηματογράφου xyxy=(143,1287,407,1299)
row-value: 1320 xyxy=(911,1791,936,1803)
article-subheadline: Εἰς τήν Αὐτοκινητιστικήν Λέσχην xyxy=(1275,667,1483,682)
social-paragraph: Ἐπέστρεψεν ἐξ Εὐρώπης ὁ ζωγράφος Ἑρμίτσης. xyxy=(534,200,764,226)
row-label: Κτηματική xyxy=(776,1719,828,1731)
